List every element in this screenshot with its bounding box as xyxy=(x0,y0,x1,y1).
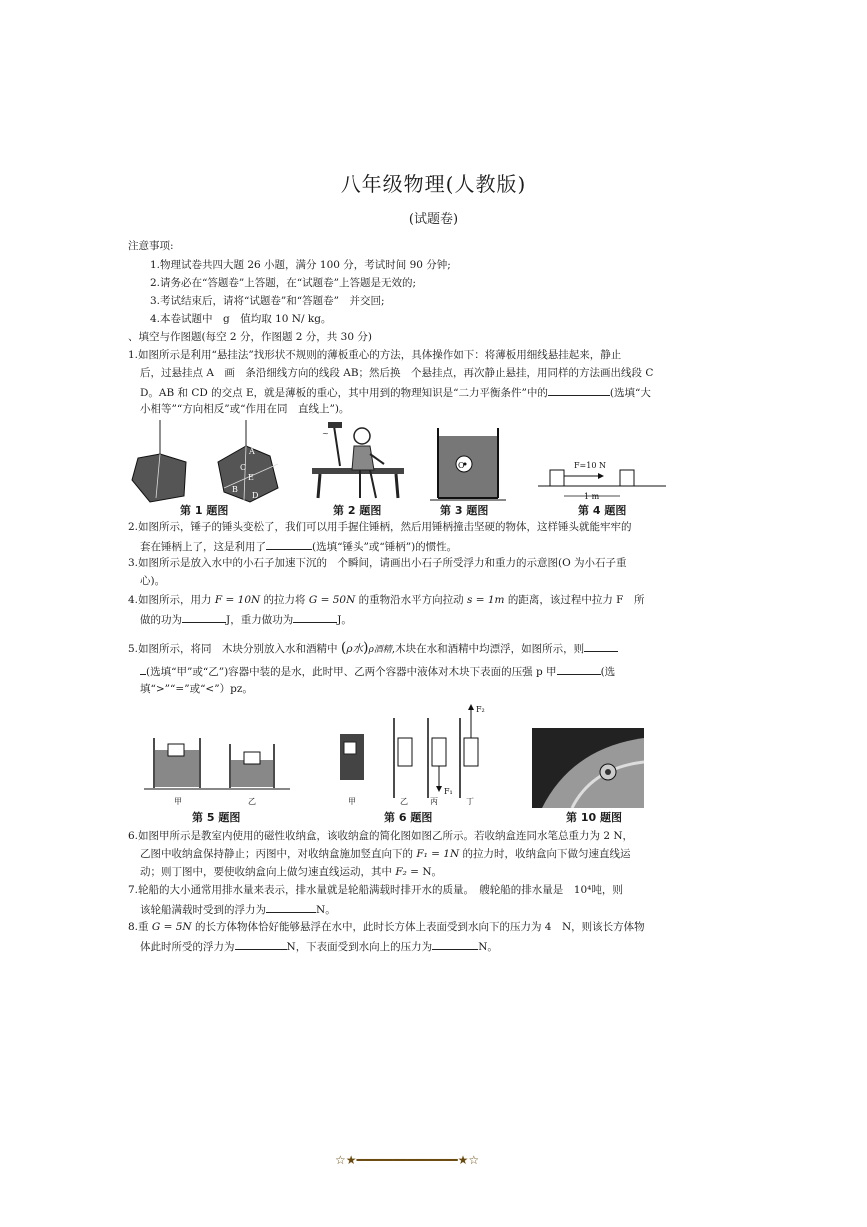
q8-line-1 xyxy=(128,920,645,934)
q1-text-b: (选填“大 xyxy=(609,387,651,399)
q8-text-d: 体此时所受的浮力为 xyxy=(140,941,235,953)
q8-text-f: N。 xyxy=(478,941,498,953)
q5-line-3: 填“>”“=”或“<”）pz。 xyxy=(140,683,253,695)
q8-buoyancy-blank[interactable] xyxy=(235,938,287,950)
q7-line-1: 7.轮船的大小通常用排水量来表示，排水量就是轮船满载时排开水的质量。 艘轮船的排水量是 10⁴吨，则 xyxy=(128,884,623,896)
figure-1-label-c: C xyxy=(240,463,247,472)
note-item-4: 4.本卷试题中 g 值均取 10 N/ kg。 xyxy=(150,313,332,325)
q8-pressure-force-blank[interactable] xyxy=(432,938,478,950)
q8-text-a: 8.重 xyxy=(128,921,149,933)
q6-line-3 xyxy=(140,865,442,879)
q2-line-2 xyxy=(140,538,457,554)
figure-6-label-jia: 甲 xyxy=(348,797,356,806)
figure-3-label-o: O xyxy=(458,461,465,470)
q7-text-a: 该轮船满载时受到的浮力为 xyxy=(140,904,266,916)
q6-line-2 xyxy=(140,847,631,861)
q5-line-1 xyxy=(128,640,618,657)
q6-text-d: 动；则丁图中，要使收纳盒向上做匀速直线运动，其中 xyxy=(140,866,392,878)
q1-text-a: D。AB 和 CD 的交点 E，就是薄板的重心，其中用到的物理知识是“二力平衡条件”中的 xyxy=(140,387,548,399)
q8-weight-expr: G = 5N xyxy=(151,921,192,933)
q5-text-b: ,木块在水和酒精中均漂浮，如图所示，则 xyxy=(391,643,585,655)
figure-10 xyxy=(532,728,644,808)
q1-line-4: 小相等”“方向相反”或“作用在同 直线上”)。 xyxy=(140,403,350,415)
q5-text-c: (选填“甲”或“乙”)容器中装的是水，此时甲、乙两个容器中液体对木块下表面的压强 p 甲 xyxy=(146,666,557,678)
footer-decoration: ☆★━━━━━━━━━━━━━━★☆ xyxy=(335,1153,480,1167)
page-subtitle: (试题卷) xyxy=(408,212,459,227)
q4-text-end: J。 xyxy=(337,614,352,626)
q2-line-1: 2.如图所示，锤子的锤头变松了，我们可以用手握住锤柄，然后用锤柄撞击坚硬的物体，这样锤头就能牢牢的 xyxy=(128,521,632,533)
q1-line-1: 1.如图所示是利用“悬挂法”找形状不规则的薄板重心的方法，具体操作如下：将薄板用细线悬挂起来，静止 xyxy=(128,349,622,361)
q5-rho-alcohol: ρ酒精 xyxy=(368,645,392,655)
figure-1 xyxy=(128,418,308,504)
q6-text-a: 乙图中收纳盒保持静止；丙图中，对收纳盒施加竖直向下的 xyxy=(140,848,413,860)
q4-distance-expr: s = 1m xyxy=(466,594,505,606)
q4-line-1 xyxy=(128,593,644,607)
q5-paren-open: ( xyxy=(340,640,347,656)
q1-line-2: 后，过悬挂点 A 画 条沿细线方向的线段 AB；然后换 个悬挂点，再次静止悬挂，用同样的方法画出线段 C xyxy=(140,367,654,379)
figure-1-label-d: D xyxy=(252,491,259,500)
q4-work-blank[interactable] xyxy=(182,611,226,623)
figure-1-caption: 第 1 题图 xyxy=(180,504,229,517)
q8-text-e: N，下表面受到水向上的压力为 xyxy=(286,941,433,953)
figure-2 xyxy=(300,420,410,504)
q4-text-c: 的拉力将 xyxy=(263,594,306,606)
figure-1-label-b: B xyxy=(232,485,238,494)
q4-weight-expr: G = 50N xyxy=(308,594,356,606)
q4-force-expr: F = 10N xyxy=(214,594,261,606)
notes-heading: 注意事项: xyxy=(128,240,174,252)
q4-line-2 xyxy=(140,611,352,627)
q1-answer-blank[interactable] xyxy=(548,384,610,396)
q6-text-c: 的拉力时，收纳盒向下做匀速直线运 xyxy=(462,848,631,860)
figure-4-force-label: F=10 N xyxy=(574,461,606,470)
figure-6 xyxy=(336,702,496,806)
figure-1-label-e: E xyxy=(248,473,254,482)
figure-5 xyxy=(144,730,294,806)
figure-4 xyxy=(538,456,668,502)
q5-line-2 xyxy=(140,663,615,679)
note-item-2: 2.请务必在“答题卷”上答题，在“试题卷”上答题是无效的; xyxy=(150,277,417,289)
figure-5-label-jia: 甲 xyxy=(174,797,182,806)
q6-text-e: N。 xyxy=(422,866,443,878)
figure-1-label-a: A xyxy=(249,447,255,456)
q4-gravity-work-blank[interactable] xyxy=(293,611,337,623)
q7-answer-blank[interactable] xyxy=(266,901,316,913)
q7-text-b: N。 xyxy=(316,904,336,916)
figure-6-label-bing: 丙 xyxy=(430,797,438,806)
q6-f2-expr: F₂ = xyxy=(395,866,419,878)
figure-5-label-yi: 乙 xyxy=(248,797,256,806)
figure-4-distance-label: 1 m xyxy=(584,492,600,501)
q2-text-b: (选填“锤头”或“锤柄”)的惯性。 xyxy=(312,541,458,553)
q6-line-1: 6.如图甲所示是教室内使用的磁性收纳盒，该收纳盒的简化图如图乙所示。若收纳盒连同水笔总重力为 2 N， xyxy=(128,830,634,842)
q4-text-g: 的距离，该过程中拉力 F 所 xyxy=(507,594,645,606)
q4-text-e: 的重物沿水平方向拉动 xyxy=(358,594,464,606)
q5-paren-close: ) xyxy=(363,640,369,656)
q2-answer-blank[interactable] xyxy=(266,538,312,550)
q4-text-work: 做的功为 xyxy=(140,614,182,626)
note-item-1: 1.物理试卷共四大题 26 小题，满分 100 分，考试时间 90 分钟; xyxy=(150,259,451,271)
figure-6-caption: 第 6 题图 xyxy=(384,811,433,824)
q6-f1-expr: F₁ = 1N xyxy=(416,848,460,860)
q3-line-1: 3.如图所示是放入水中的小石子加速下沉的 个瞬间，请画出小石子所受浮力和重力的示意图(O 为小石子重 xyxy=(128,557,627,569)
q2-text-a: 套在锤柄上了，这是利用了 xyxy=(140,541,266,553)
figure-2-caption: 第 2 题图 xyxy=(333,504,382,517)
q8-line-2 xyxy=(140,938,498,954)
page-title: 八年级物理(人教版) xyxy=(340,172,527,196)
figure-6-label-yi: 乙 xyxy=(400,797,408,806)
q5-text-d: (选 xyxy=(600,666,616,678)
q7-line-2 xyxy=(140,901,336,917)
figure-6-label-ding: 丁 xyxy=(466,797,474,806)
q5-rho-water: ρ水 xyxy=(346,643,364,655)
svg-text:~: ~ xyxy=(322,429,329,438)
figure-6-f1-label: F₁ xyxy=(444,787,453,796)
note-item-3: 3.考试结束后，请将“试题卷”和“答题卷” 并交回; xyxy=(150,295,385,307)
q8-text-c: 的长方体物体恰好能够悬浮在水中，此时长方体上表面受到水向下的压力为 4 N，则该长方体物 xyxy=(194,921,645,933)
q4-text-gravity: J，重力做功为 xyxy=(226,614,294,626)
q3-line-2: 心)。 xyxy=(140,575,166,587)
figure-4-caption: 第 4 题图 xyxy=(578,504,627,517)
section-title: 、填空与作图题(每空 2 分，作图题 2 分，共 30 分) xyxy=(128,331,372,343)
q5-answer-blank-2[interactable] xyxy=(557,663,601,675)
figure-5-caption: 第 5 题图 xyxy=(192,811,241,824)
figure-3-caption: 第 3 题图 xyxy=(440,504,489,517)
q5-answer-blank-1[interactable] xyxy=(584,640,618,652)
q5-text-a: 5.如图所示，将同 木块分别放入水和酒精中 xyxy=(128,643,338,655)
q4-text-a: 4.如图所示，用力 xyxy=(128,594,212,606)
q1-line-3 xyxy=(140,384,651,400)
figure-10-caption: 第 10 题图 xyxy=(566,811,622,824)
figure-6-f2-label: F₂ xyxy=(476,705,485,714)
figure-3 xyxy=(428,426,508,504)
